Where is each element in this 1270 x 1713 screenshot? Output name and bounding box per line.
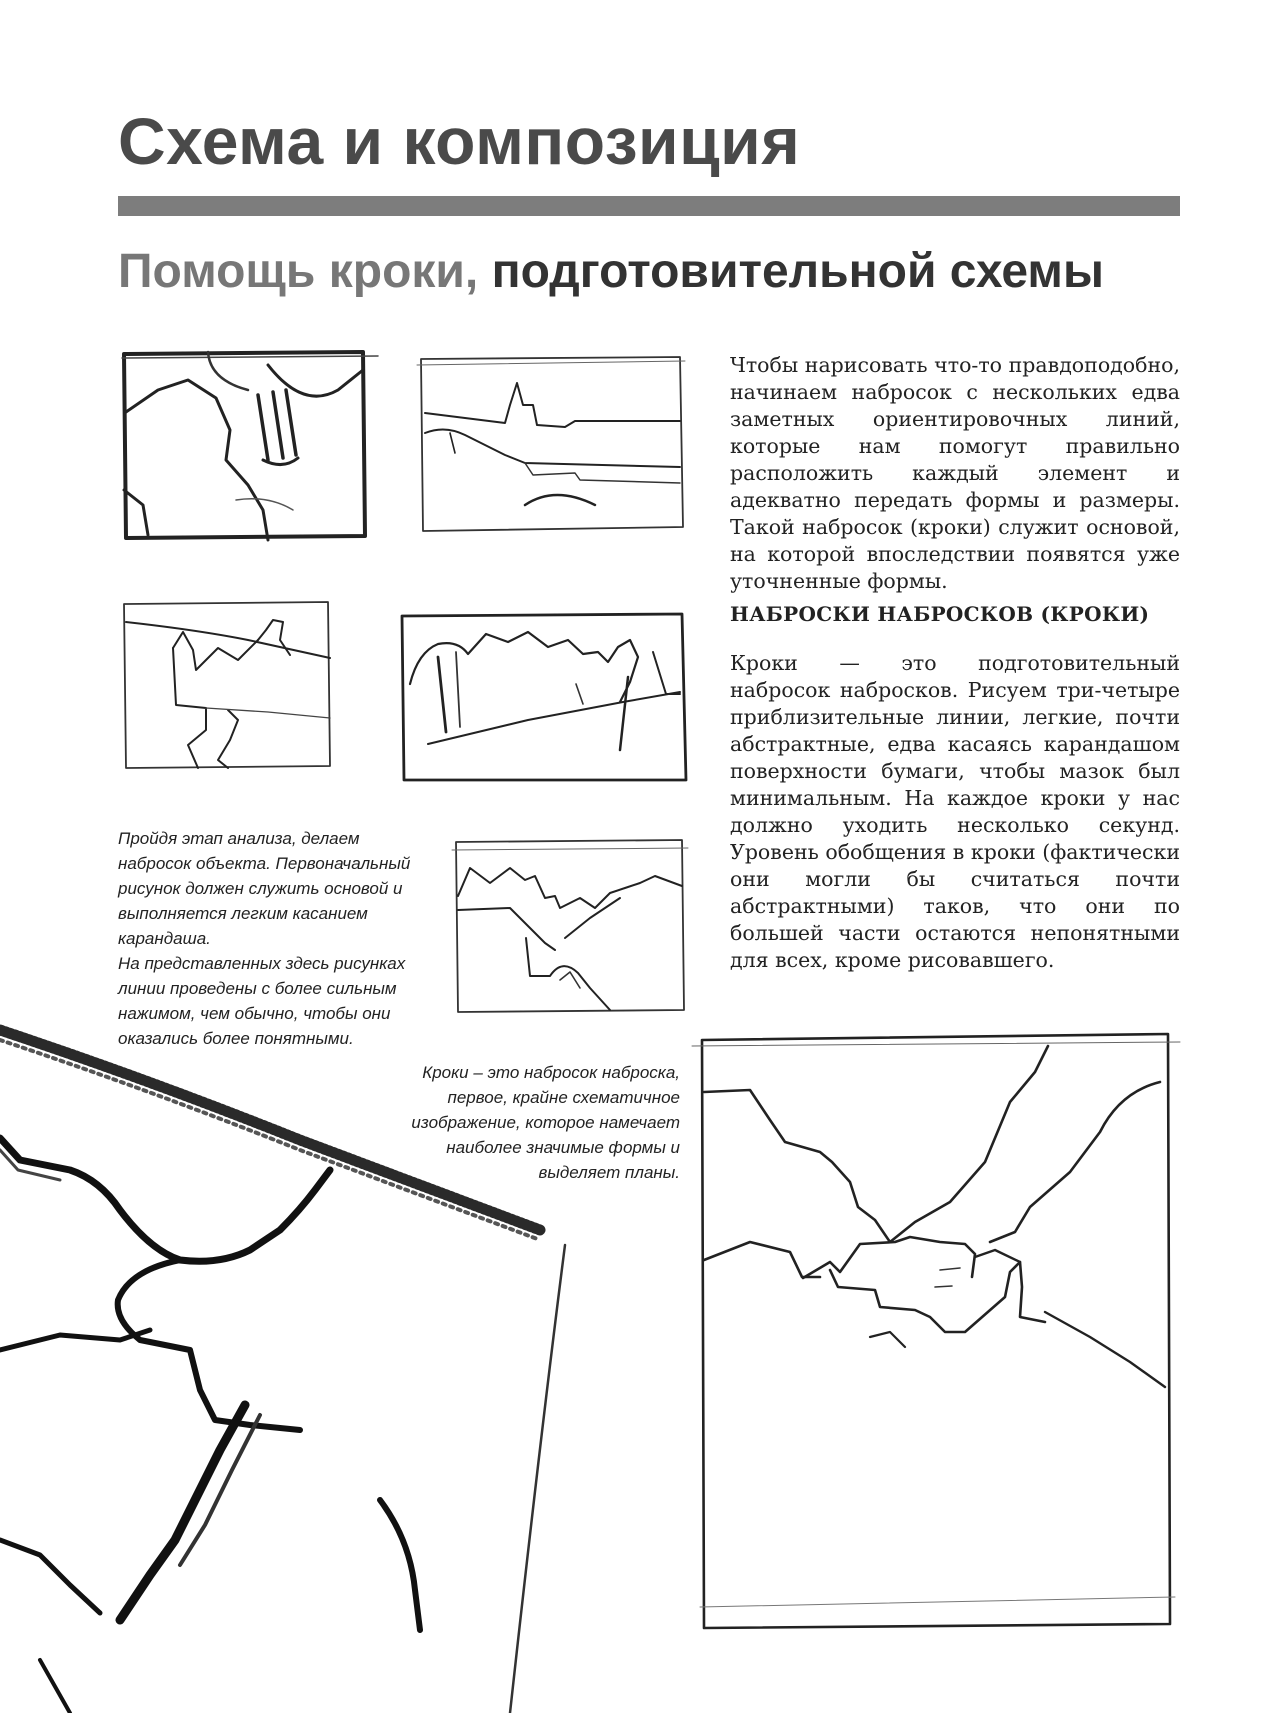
sketch-road	[118, 600, 343, 772]
sketch-castle	[415, 355, 690, 535]
section-paragraph: Кроки — это подготовительный набросок набросков. Рисуем три-четыре приблизительные линии, легкие, почти абстрактные, едва касаясь карандашом поверхности бумаги, чтобы мазок был минимальным. На каждое кроки у нас должно уходить несколько секунд. Уровень обобщения в кроки (фактически они могли бы считаться почти абстрактными) таков, что они по большей части остаются непонятными для всех, кроме рисовавшего.	[730, 651, 1180, 972]
sketch-valley-large	[690, 1032, 1182, 1652]
intro-paragraph: Чтобы нарисовать что-то правдоподобно, начинаем набросок с нескольких едва заметных ориентировочных линий, которые нам помогут правильно расположить каждый элемент и адекватно передать формы и размеры. Такой набросок (кроки) служит основой, на которой впоследствии появятся уже уточненные формы.	[730, 353, 1180, 593]
caption-analysis: Пройдя этап анализа, делаем набросок объекта. Первоначальный рисунок должен служить основой и выполняется легким касанием карандаша. На представленных здесь рисунках линии проведены с более сильным нажимом, чем обычно, чтобы они оказались более понятными.	[118, 829, 411, 1048]
sketch-trees	[398, 612, 690, 784]
caption-kroki: Кроки – это набросок наброска, первое, крайне схематичное изображение, которое намечает наиболее значимые формы и выделяет планы.	[411, 1063, 680, 1182]
title-divider	[118, 196, 1180, 216]
subtitle-rest: подготовительной схемы	[478, 245, 1104, 298]
section-heading: НАБРОСКИ НАБРОСКОВ (КРОКИ)	[730, 602, 1150, 626]
page-subtitle	[118, 245, 1104, 298]
sketch-charcoal-closeup	[0, 1020, 560, 1713]
sketch-valley-small	[450, 838, 690, 1016]
sketch-tree-bridge	[118, 350, 383, 540]
subtitle-bold: Помощь кроки,	[118, 245, 479, 298]
page-title: Схема и композиция	[118, 104, 801, 178]
